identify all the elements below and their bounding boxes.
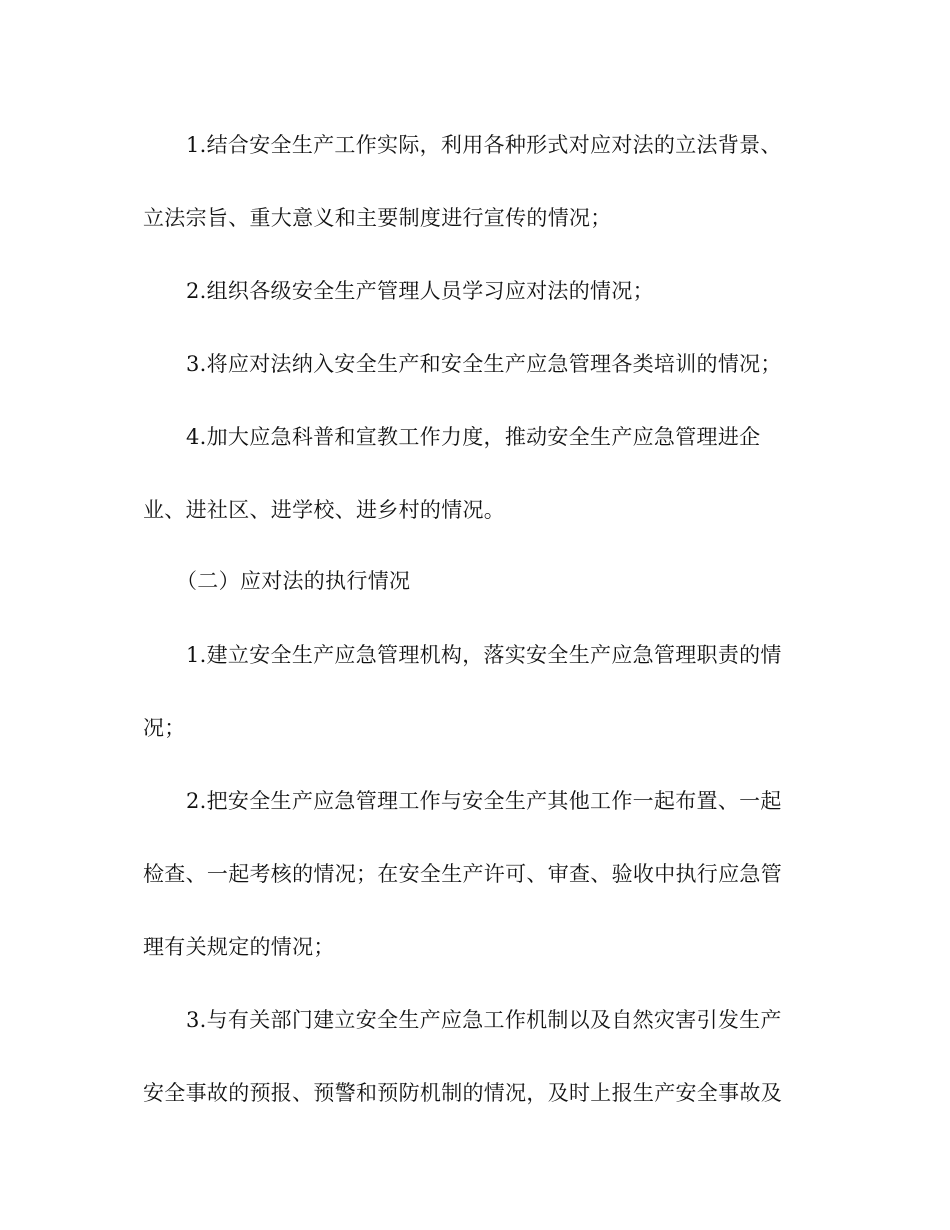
paragraph-7-line-2: 安全事故的预报、预警和预防机制的情况，及时上报生产安全事故及 (143, 1081, 782, 1105)
paragraph-4-line-2: 业、进社区、进学校、进乡村的情况。 (143, 498, 506, 522)
paragraph-2-line-1: 2.组织各级安全生产管理人员学习应对法的情况； (186, 279, 654, 303)
paragraph-7-line-1: 3.与有关部门建立安全生产应急工作机制以及自然灾害引发生产 (186, 1008, 782, 1032)
paragraph-4-line-1: 4.加大应急科普和宣教工作力度，推动安全生产应急管理进企 (186, 425, 761, 449)
paragraph-1-line-2: 立法宗旨、重大意义和主要制度进行宣传的情况； (143, 206, 612, 230)
paragraph-6-line-1: 2.把安全生产应急管理工作与安全生产其他工作一起布置、一起 (186, 789, 782, 813)
paragraph-1-line-1: 1.结合安全生产工作实际，利用各种形式对应对法的立法背景、 (186, 133, 782, 157)
paragraph-6-line-3: 理有关规定的情况； (143, 935, 335, 959)
paragraph-3-line-1: 3.将应对法纳入安全生产和安全生产应急管理各类培训的情况； (186, 352, 782, 376)
paragraph-5-line-2: 况； (143, 716, 186, 740)
section-heading: （二）应对法的执行情况 (176, 569, 411, 593)
paragraph-5-line-1: 1.建立安全生产应急管理机构，落实安全生产应急管理职责的情 (186, 643, 782, 667)
paragraph-6-line-2: 检查、一起考核的情况；在安全生产许可、审查、验收中执行应急管 (143, 862, 782, 886)
